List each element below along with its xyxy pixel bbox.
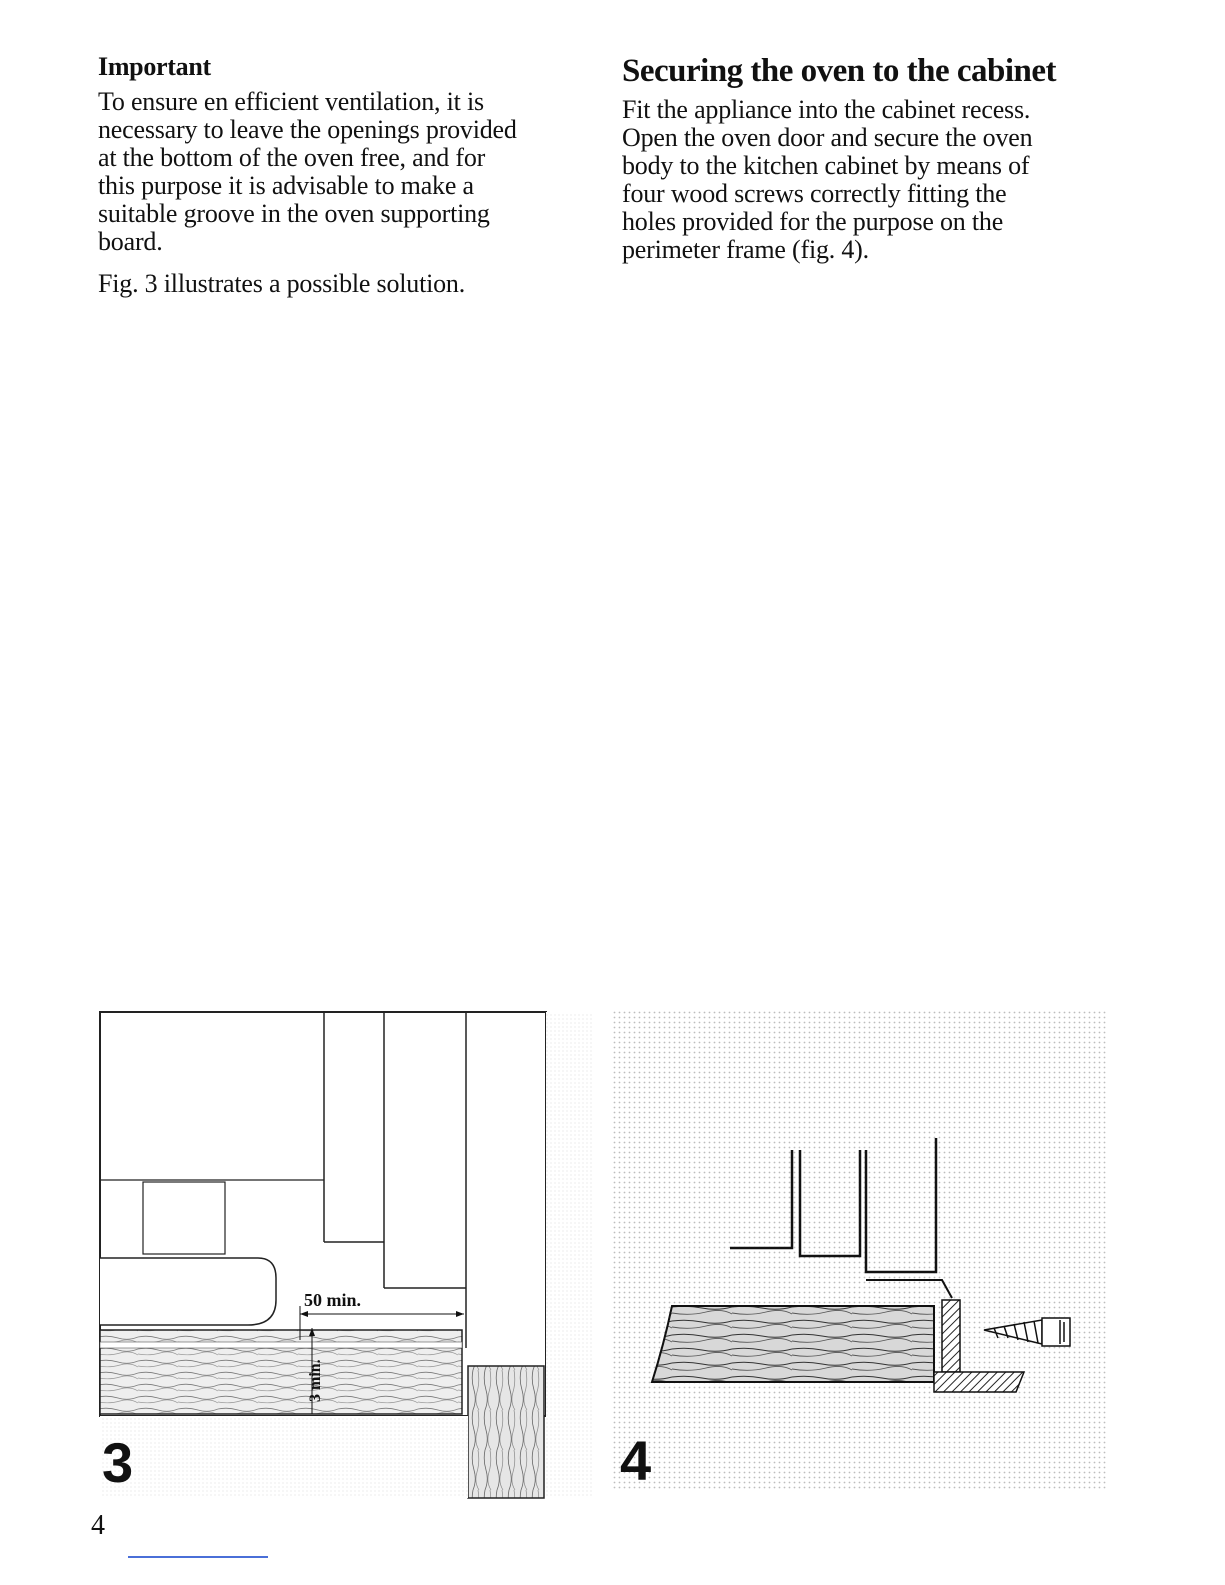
important-heading: Important	[98, 52, 211, 81]
paragraph-line: Open the oven door and secure the oven	[622, 123, 1033, 152]
paragraph-line: this purpose it is advisable to make a	[98, 171, 474, 200]
paragraph-line: holes provided for the purpose on the	[622, 207, 1004, 236]
figure-4-drawing	[612, 1010, 1112, 1502]
figure-4-number: 4	[620, 1429, 652, 1492]
figure-3-groove-diagram	[98, 1010, 594, 1500]
dimension-50-label: 50 min.	[304, 1290, 362, 1310]
dimension-3-label: 3 min.	[307, 1359, 324, 1402]
ventilation-paragraph	[98, 88, 588, 256]
paragraph-line: Fit the appliance into the cabinet recess.	[622, 95, 1031, 124]
footer-link-underline	[128, 1556, 268, 1558]
paragraph-line: body to the kitchen cabinet by means of	[622, 151, 1030, 180]
figure-caption: Fig. 3 illustrates a possible solution.	[98, 269, 466, 298]
paragraph-line: four wood screws correctly fitting the	[622, 179, 1007, 208]
securing-paragraph	[622, 96, 1102, 264]
right-column	[622, 52, 1102, 278]
paragraph-line: To ensure en efficient ventilation, it is	[98, 87, 484, 116]
figure-3-drawing	[98, 1010, 594, 1500]
figure-4-screw-diagram	[612, 1010, 1112, 1502]
left-column	[98, 52, 588, 312]
page-number: 4	[91, 1510, 105, 1541]
paragraph-line: at the bottom of the oven free, and for	[98, 143, 486, 172]
paragraph-line: necessary to leave the openings provided	[98, 115, 517, 144]
securing-heading: Securing the oven to the cabinet	[622, 53, 1057, 89]
figure-3-number: 3	[102, 1431, 134, 1494]
paragraph-line: suitable groove in the oven supporting	[98, 199, 490, 228]
paragraph-line: board.	[98, 227, 163, 256]
paragraph-line: perimeter frame (fig. 4).	[622, 235, 869, 264]
